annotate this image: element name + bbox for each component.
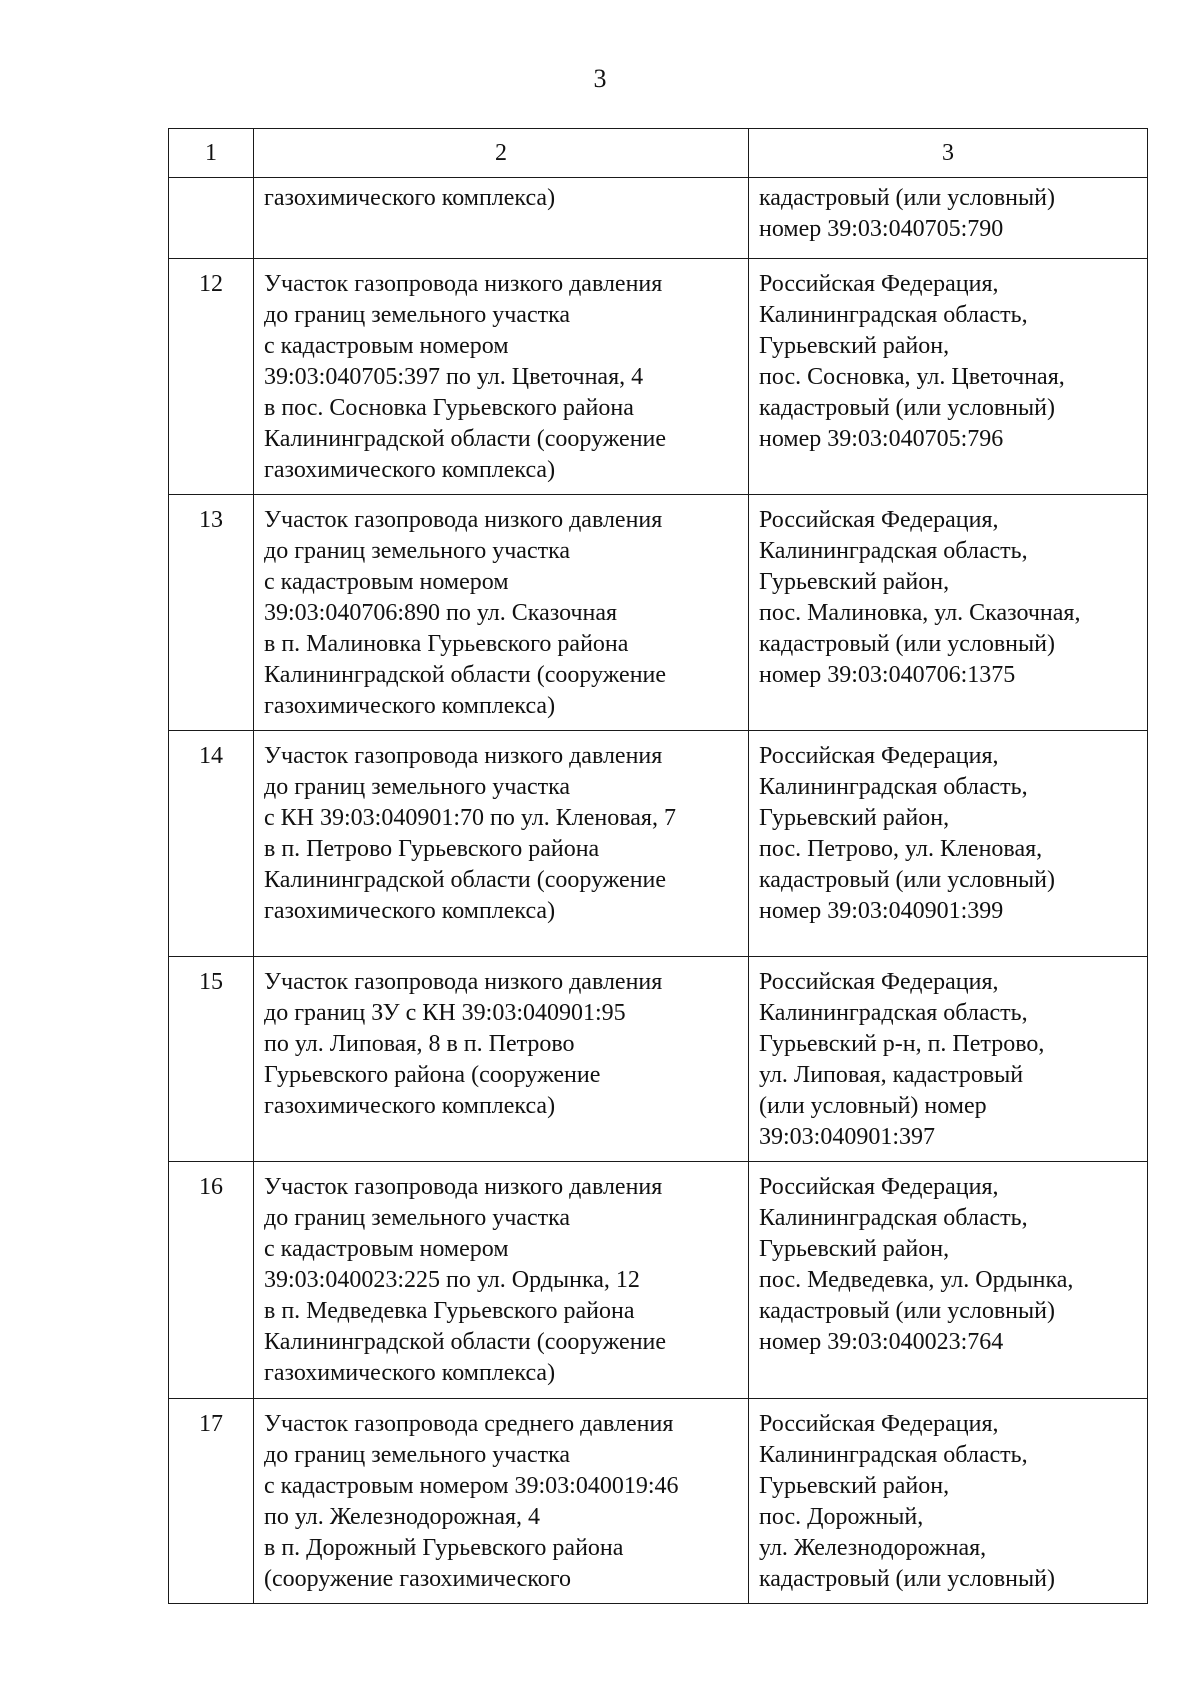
object-description-line: газохимического комплекса)	[264, 185, 556, 211]
address-cadastral-cell	[749, 1162, 1148, 1399]
object-description-line: газохимического комплекса)	[264, 1360, 556, 1386]
address-line: Калининградская область,	[759, 538, 1028, 564]
table-row	[169, 1399, 1148, 1604]
object-description-line: Участок газопровода низкого давления	[264, 969, 663, 995]
address-line: пос. Сосновка, ул. Цветочная,	[759, 364, 1065, 390]
object-description-cell	[254, 259, 749, 495]
row-number-cell: 13	[169, 495, 254, 731]
row-number-cell: 12	[169, 259, 254, 495]
object-description-line: Участок газопровода низкого давления	[264, 1174, 663, 1200]
address-line: Гурьевский район,	[759, 333, 950, 359]
object-description-line: Калининградской области (сооружение	[264, 1329, 667, 1355]
object-description-line: 39:03:040706:890 по ул. Сказочная	[264, 600, 618, 626]
address-line: Российская Федерация,	[759, 743, 999, 769]
object-description-line: Калининградской области (сооружение	[264, 426, 667, 452]
object-description-line: 39:03:040023:225 по ул. Ордынка, 12	[264, 1267, 640, 1293]
address-line: 39:03:040901:397	[759, 1124, 936, 1150]
object-description-cell	[254, 731, 749, 957]
address-line: (или условный) номер	[759, 1093, 987, 1119]
table-row	[169, 178, 1148, 259]
address-cadastral-cell	[749, 259, 1148, 495]
column-header-3: 3	[749, 129, 1148, 178]
address-line: Российская Федерация,	[759, 507, 999, 533]
address-line: Калининградская область,	[759, 774, 1028, 800]
address-line: кадастровый (или условный)	[759, 631, 1055, 657]
address-line: номер 39:03:040706:1375	[759, 662, 1016, 688]
row-number-cell: 16	[169, 1162, 254, 1399]
address-line: Гурьевский район,	[759, 569, 950, 595]
object-description-line: с кадастровым номером	[264, 569, 509, 595]
object-description-line: Участок газопровода низкого давления	[264, 743, 663, 769]
address-line: пос. Медведевка, ул. Ордынка,	[759, 1267, 1074, 1293]
object-description-line: до границ земельного участка	[264, 1442, 571, 1468]
table-row	[169, 731, 1148, 957]
address-cadastral-cell	[749, 1399, 1148, 1604]
address-line: Калининградская область,	[759, 1000, 1028, 1026]
object-description-line: с КН 39:03:040901:70 по ул. Кленовая, 7	[264, 805, 676, 831]
row-number-cell: 14	[169, 731, 254, 957]
object-description-line: 39:03:040705:397 по ул. Цветочная, 4	[264, 364, 644, 390]
object-description-line: до границ земельного участка	[264, 302, 571, 328]
table-row	[169, 495, 1148, 731]
object-description-cell	[254, 495, 749, 731]
object-description-line: газохимического комплекса)	[264, 457, 556, 483]
object-description-line: Калининградской области (сооружение	[264, 662, 667, 688]
object-description-line: до границ земельного участка	[264, 774, 571, 800]
object-description-line: в п. Дорожный Гурьевского района	[264, 1535, 624, 1561]
table-row	[169, 957, 1148, 1162]
address-cadastral-cell	[749, 495, 1148, 731]
column-header-2: 2	[254, 129, 749, 178]
object-description-cell	[254, 1399, 749, 1604]
object-description-line: по ул. Железнодорожная, 4	[264, 1504, 540, 1530]
table-row	[169, 1162, 1148, 1399]
address-line: Гурьевский район,	[759, 805, 950, 831]
table-body	[169, 178, 1148, 1604]
object-description-cell	[254, 957, 749, 1162]
address-cadastral-cell	[749, 957, 1148, 1162]
address-line: Российская Федерация,	[759, 969, 999, 995]
row-number-cell: 17	[169, 1399, 254, 1604]
address-line: кадастровый (или условный)	[759, 395, 1055, 421]
object-description-line: в п. Петрово Гурьевского района	[264, 836, 600, 862]
address-line: пос. Петрово, ул. Кленовая,	[759, 836, 1043, 862]
object-description-line: (сооружение газохимического	[264, 1566, 572, 1592]
object-description-line: в п. Малиновка Гурьевского района	[264, 631, 629, 657]
column-header-1: 1	[169, 129, 254, 178]
row-number-cell: 15	[169, 957, 254, 1162]
object-description-line: с кадастровым номером	[264, 1236, 509, 1262]
address-line: кадастровый (или условный)	[759, 185, 1055, 211]
object-description-cell	[254, 178, 749, 259]
address-line: номер 39:03:040901:399	[759, 898, 1004, 924]
object-description-line: газохимического комплекса)	[264, 1093, 556, 1119]
object-description-line: до границ земельного участка	[264, 1205, 571, 1231]
address-line: кадастровый (или условный)	[759, 1566, 1055, 1592]
object-description-line: Участок газопровода среднего давления	[264, 1411, 674, 1437]
object-description-line: Гурьевского района (сооружение	[264, 1062, 601, 1088]
object-description-line: в пос. Сосновка Гурьевского района	[264, 395, 634, 421]
address-line: Российская Федерация,	[759, 1411, 999, 1437]
object-description-line: до границ земельного участка	[264, 538, 571, 564]
object-description-line: Участок газопровода низкого давления	[264, 507, 663, 533]
object-description-line: Калининградской области (сооружение	[264, 867, 667, 893]
address-line: Гурьевский район,	[759, 1473, 950, 1499]
address-line: ул. Липовая, кадастровый	[759, 1062, 1024, 1088]
object-description-cell	[254, 1162, 749, 1399]
address-line: Калининградская область,	[759, 1442, 1028, 1468]
address-line: номер 39:03:040023:764	[759, 1329, 1004, 1355]
address-line: Калининградская область,	[759, 302, 1028, 328]
address-line: пос. Дорожный,	[759, 1504, 924, 1530]
table-header-row	[169, 129, 1148, 178]
address-line: номер 39:03:040705:796	[759, 426, 1004, 452]
object-description-line: по ул. Липовая, 8 в п. Петрово	[264, 1031, 575, 1057]
address-line: ул. Железнодорожная,	[759, 1535, 987, 1561]
address-line: пос. Малиновка, ул. Сказочная,	[759, 600, 1081, 626]
address-cadastral-cell	[749, 178, 1148, 259]
address-line: Российская Федерация,	[759, 1174, 999, 1200]
object-description-line: Участок газопровода низкого давления	[264, 271, 663, 297]
address-line: Гурьевский район,	[759, 1236, 950, 1262]
page-number: 3	[593, 64, 607, 93]
object-description-line: газохимического комплекса)	[264, 898, 556, 924]
address-line: Калининградская область,	[759, 1205, 1028, 1231]
object-description-line: с кадастровым номером 39:03:040019:46	[264, 1473, 679, 1499]
address-line: номер 39:03:040705:790	[759, 216, 1004, 242]
table-row	[169, 259, 1148, 495]
row-number-cell	[169, 178, 254, 259]
object-description-line: газохимического комплекса)	[264, 693, 556, 719]
object-description-line: в п. Медведевка Гурьевского района	[264, 1298, 635, 1324]
address-line: Гурьевский р-н, п. Петрово,	[759, 1031, 1045, 1057]
address-line: кадастровый (или условный)	[759, 867, 1055, 893]
address-cadastral-cell	[749, 731, 1148, 957]
register-table	[168, 128, 1148, 1604]
address-line: кадастровый (или условный)	[759, 1298, 1055, 1324]
address-line: Российская Федерация,	[759, 271, 999, 297]
object-description-line: до границ ЗУ с КН 39:03:040901:95	[264, 1000, 626, 1026]
object-description-line: с кадастровым номером	[264, 333, 509, 359]
